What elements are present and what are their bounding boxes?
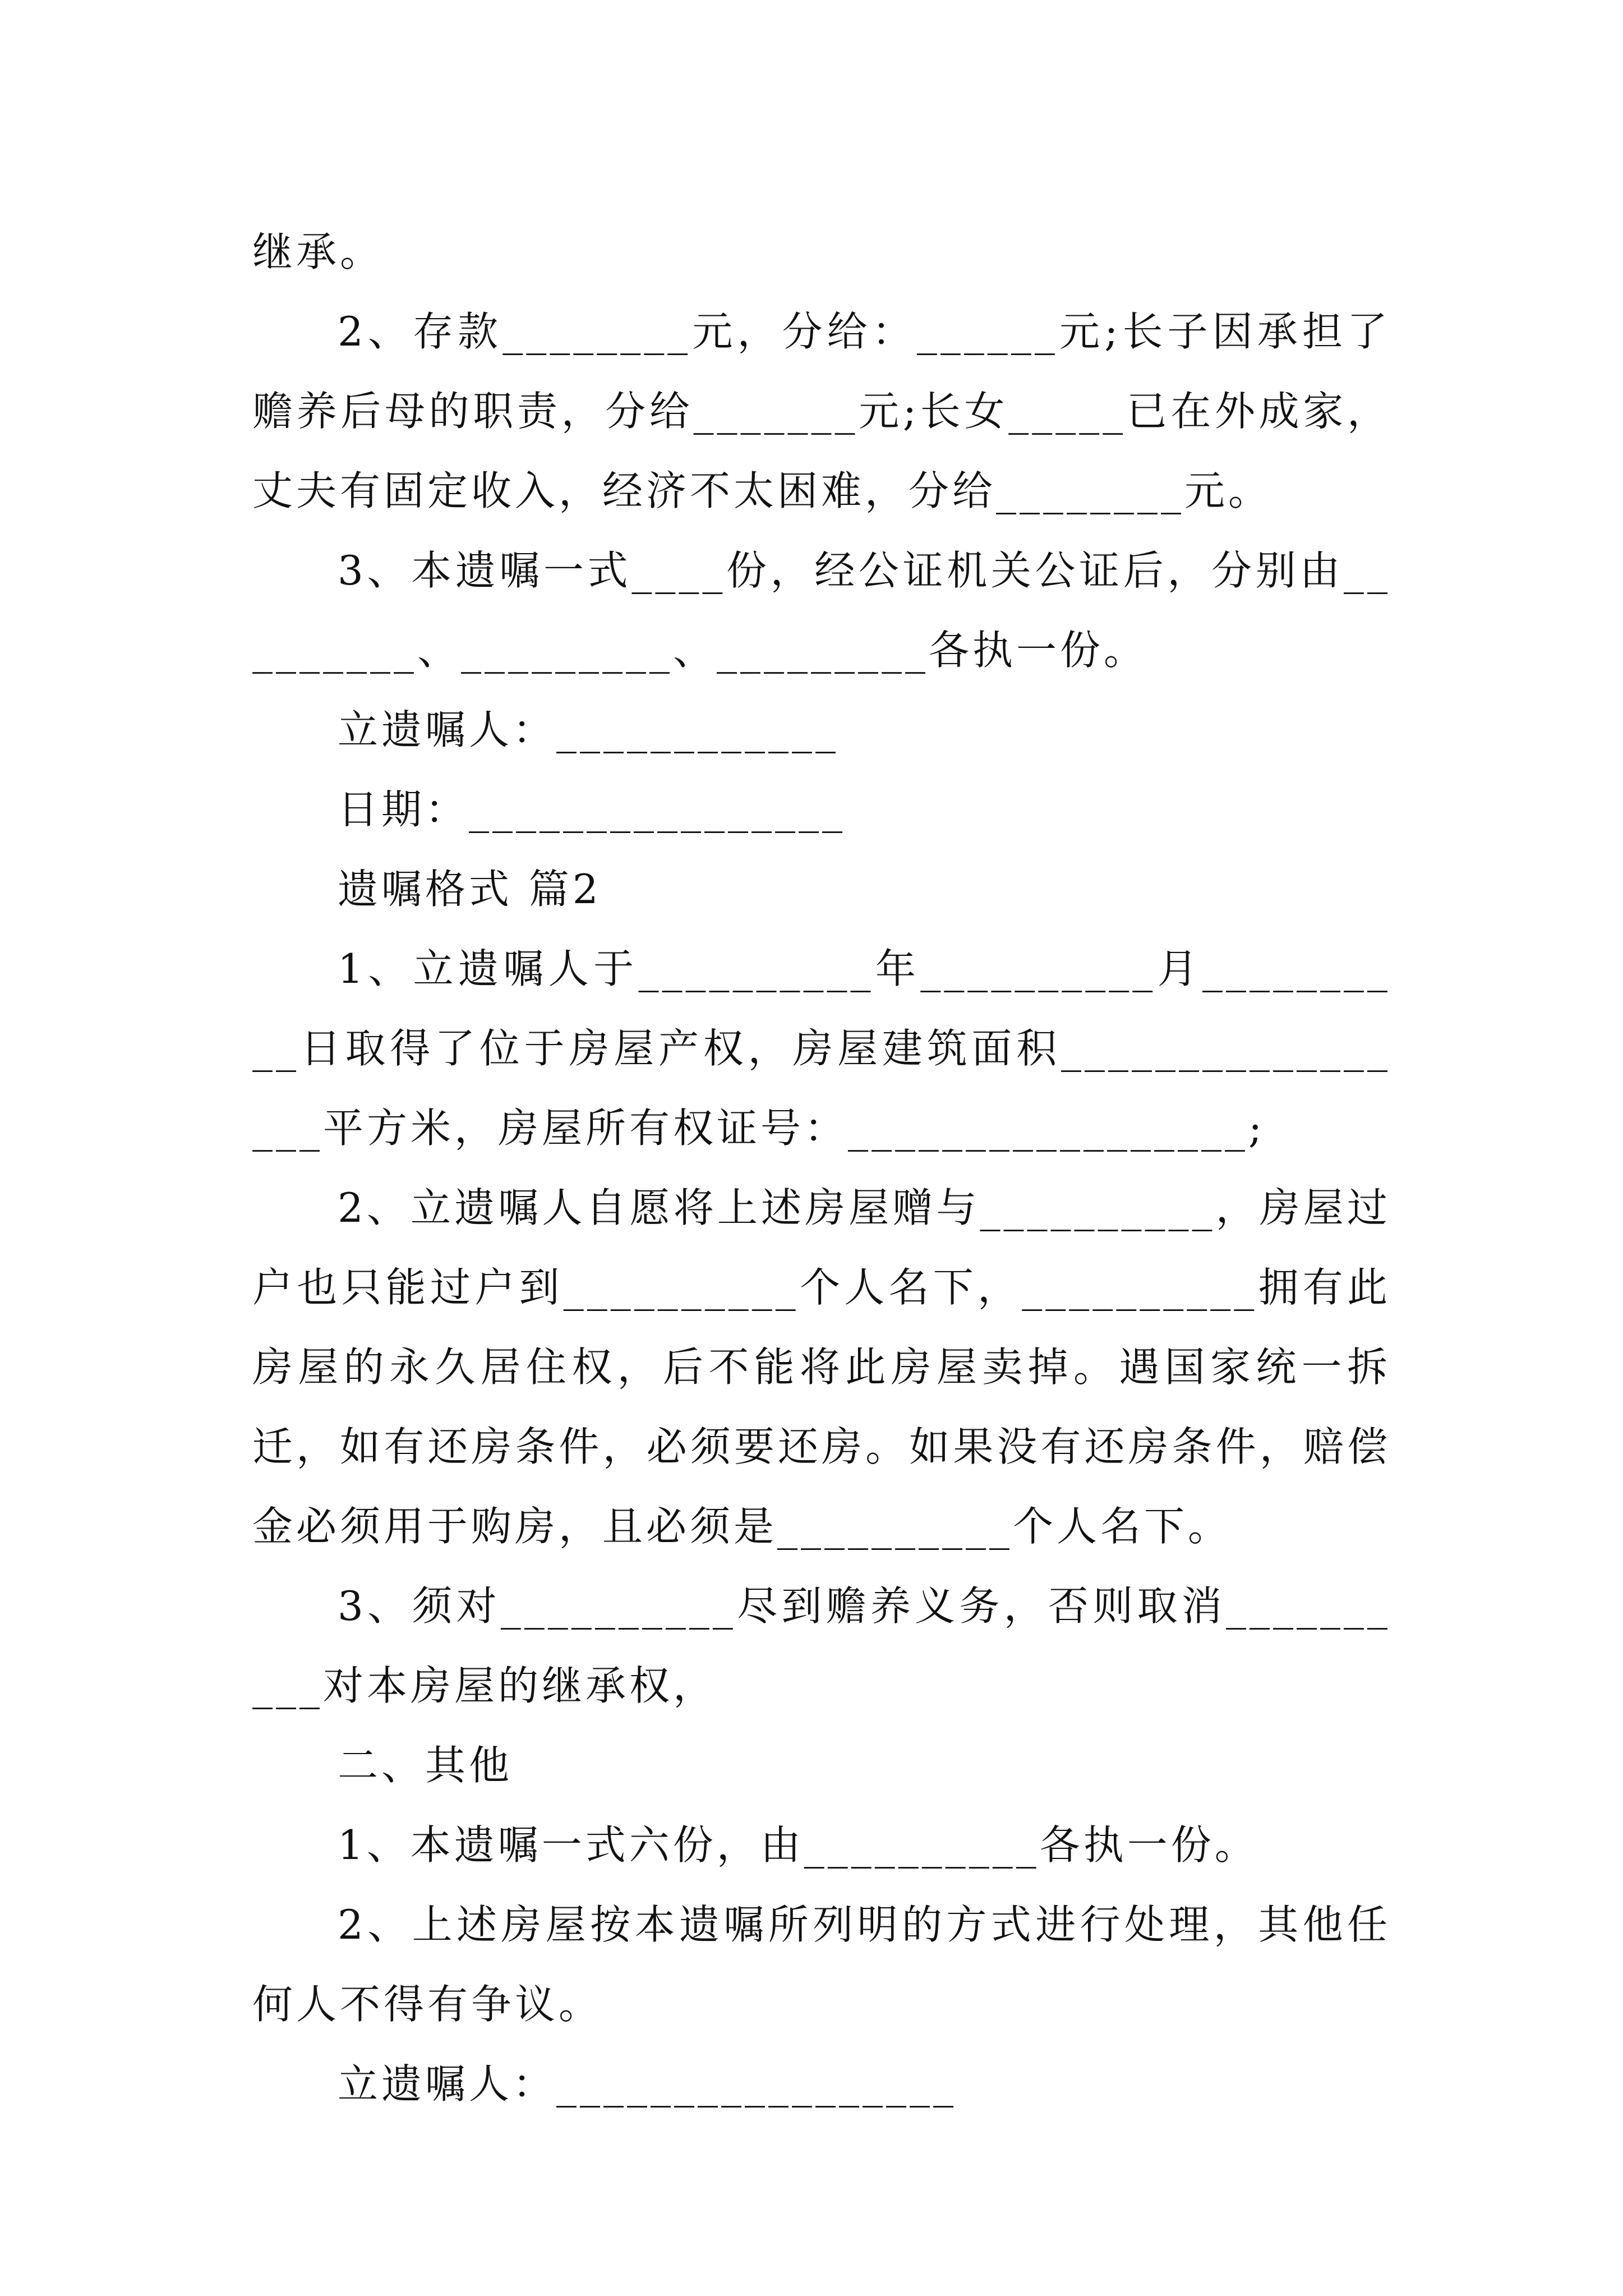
date-line: 日期：________________ bbox=[338, 786, 846, 833]
paragraph-continuation: 继承。 bbox=[252, 228, 384, 275]
testator-signature-line-2: 立遗嘱人：_________________ bbox=[338, 2060, 957, 2108]
paragraph-property-acquisition: 1、立遗嘱人于__________年__________月__________日取得了位于房屋产权，房屋建筑面积_________________平方米，房屋所有权证号：_________________; bbox=[252, 945, 1391, 1152]
paragraph-savings-clause: 2、存款________元，分给：______元;长子因承担了赡养后母的职责，分给_______元;长女_____已在外成家，丈夫有固定收入，经济不太困难，分给________元。 bbox=[252, 308, 1391, 514]
document-body bbox=[252, 212, 1391, 2124]
testator-signature-line: 立遗嘱人：____________ bbox=[338, 706, 840, 753]
paragraph-six-copies: 1、本遗嘱一式六份，由__________各执一份。 bbox=[338, 1821, 1258, 1869]
paragraph-no-dispute: 2、上述房屋按本遗嘱所列明的方式进行处理，其他任何人不得有争议。 bbox=[252, 1901, 1391, 2028]
paragraph-support-duty: 3、须对__________尽到赡养义务，否则取消__________对本房屋的继承权， bbox=[252, 1582, 1391, 1709]
paragraph-property-gift: 2、立遗嘱人自愿将上述房屋赠与__________，房屋过户也只能过户到__________个人名下，__________拥有此房屋的永久居住权，后不能将此房屋卖掉。遇国家统一拆迁，如有还房条件，必须要还房。如果没有还房条件，赔偿金必须用于购房，且必须是__________个人名下。 bbox=[252, 1184, 1391, 1550]
paragraph-copies-clause: 3、本遗嘱一式____份，经公证机关公证后，分别由_________、_________、_________各执一份。 bbox=[252, 547, 1391, 674]
subsection-heading-other: 二、其他 bbox=[338, 1742, 513, 1789]
section-heading: 遗嘱格式 篇2 bbox=[338, 866, 602, 913]
